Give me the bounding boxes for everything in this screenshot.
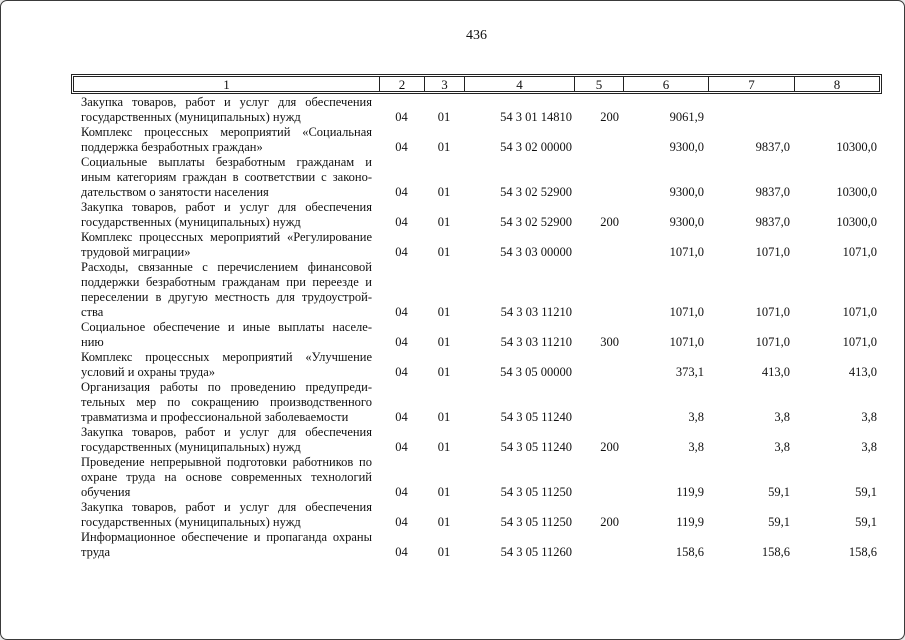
description-line: труда xyxy=(81,545,111,559)
cell-amount-year2: 9837,0 xyxy=(755,140,790,154)
description-line: Закупка товаров, работ и услуг для обеспечения xyxy=(81,425,372,439)
description-line: Комплекс процессных мероприятий «Улучшение xyxy=(81,350,372,364)
description-line: Организация работы по проведению предупреди- xyxy=(81,380,372,394)
cell-amount-year1: 1071,0 xyxy=(669,335,704,349)
description-line: иным категориям граждан в соответствии с законо- xyxy=(81,170,372,184)
cell-amount-year3: 1071,0 xyxy=(842,335,877,349)
row-description xyxy=(73,95,379,125)
cell-target-code: 54 3 03 11210 xyxy=(500,335,572,349)
cell-razdel: 04 xyxy=(395,110,408,124)
cell-razdel: 04 xyxy=(395,365,408,379)
description-line: нию xyxy=(81,335,104,349)
description-line: дательством о занятости населения xyxy=(81,185,269,199)
cell-amount-year3: 3,8 xyxy=(861,410,877,424)
header-cell-5: 5 xyxy=(574,76,624,92)
cell-razdel: 04 xyxy=(395,485,408,499)
cell-podrazdel: 01 xyxy=(437,140,451,154)
cell-razdel: 04 xyxy=(395,140,408,154)
cell-razdel: 04 xyxy=(395,335,408,349)
cell-amount-year1: 119,9 xyxy=(676,485,704,499)
description-line: Комплекс процессных мероприятий «Социальная xyxy=(81,125,372,139)
cell-razdel: 04 xyxy=(395,410,408,424)
cell-podrazdel: 01 xyxy=(437,485,451,499)
cell-expense-type: 200 xyxy=(600,215,619,229)
page-number: 436 xyxy=(466,28,487,43)
description-line: Информационное обеспечение и пропаганда охраны xyxy=(81,530,372,544)
cell-amount-year2: 1071,0 xyxy=(755,245,790,259)
table-row xyxy=(73,380,879,425)
table-row xyxy=(73,530,879,560)
row-description xyxy=(73,260,379,320)
cell-amount-year2: 3,8 xyxy=(774,440,790,454)
cell-target-code: 54 3 05 11250 xyxy=(500,485,572,499)
cell-amount-year1: 373,1 xyxy=(675,365,704,379)
row-description xyxy=(73,530,379,560)
table-row xyxy=(73,230,879,260)
table-row xyxy=(73,320,879,350)
cell-amount-year2: 9837,0 xyxy=(755,185,790,199)
cell-amount-year3: 59,1 xyxy=(855,485,877,499)
cell-amount-year1: 3,8 xyxy=(688,440,704,454)
cell-target-code: 54 3 01 14810 xyxy=(500,110,572,124)
description-line: Социальные выплаты безработным гражданам и xyxy=(81,155,372,169)
table-row xyxy=(73,425,879,455)
description-line: Социальное обеспечение и иные выплаты населе- xyxy=(81,320,372,334)
cell-razdel: 04 xyxy=(395,440,408,454)
row-description xyxy=(73,380,379,425)
cell-podrazdel: 01 xyxy=(437,365,451,379)
row-description xyxy=(73,425,379,455)
cell-amount-year2: 59,1 xyxy=(768,515,790,529)
cell-podrazdel: 01 xyxy=(437,185,451,199)
table-row xyxy=(73,155,879,200)
cell-amount-year3: 3,8 xyxy=(861,440,877,454)
cell-podrazdel: 01 xyxy=(437,440,451,454)
cell-amount-year3: 10300,0 xyxy=(836,215,877,229)
description-line: обучения xyxy=(81,485,131,499)
description-line: государственных (муниципальных) нужд xyxy=(81,515,301,529)
cell-amount-year3: 413,0 xyxy=(848,365,877,379)
cell-target-code: 54 3 02 00000 xyxy=(500,140,572,154)
description-line: тельных мер по сокращению производственного xyxy=(81,395,372,409)
table-row xyxy=(73,500,879,530)
cell-podrazdel: 01 xyxy=(437,335,451,349)
description-line: поддержки безработным гражданам при переезде и xyxy=(81,275,372,289)
cell-target-code: 54 3 03 00000 xyxy=(500,245,572,259)
cell-razdel: 04 xyxy=(395,215,408,229)
cell-razdel: 04 xyxy=(395,245,408,259)
header-cell-7: 7 xyxy=(708,76,795,92)
budget-table xyxy=(71,74,882,560)
cell-expense-type: 300 xyxy=(600,335,619,349)
description-line: охране труда на основе современных технологий xyxy=(81,470,372,484)
cell-amount-year1: 3,8 xyxy=(688,410,704,424)
header-cell-3: 3 xyxy=(424,76,465,92)
header-cell-8: 8 xyxy=(794,76,880,92)
row-description xyxy=(73,230,379,260)
header-cell-6: 6 xyxy=(623,76,709,92)
header-cell-1: 1 xyxy=(73,76,380,92)
description-line: условий и охраны труда» xyxy=(81,365,216,379)
cell-amount-year1: 9061,9 xyxy=(669,110,704,124)
cell-target-code: 54 3 02 52900 xyxy=(500,215,572,229)
row-description xyxy=(73,455,379,500)
cell-amount-year3: 10300,0 xyxy=(836,140,877,154)
row-description xyxy=(73,500,379,530)
description-line: ства xyxy=(81,305,104,319)
description-line: трудовой миграции» xyxy=(81,245,191,259)
cell-target-code: 54 3 05 11250 xyxy=(500,515,572,529)
cell-amount-year3: 1071,0 xyxy=(842,245,877,259)
description-line: Расходы, связанные с перечислением финансовой xyxy=(81,260,372,274)
cell-podrazdel: 01 xyxy=(437,410,451,424)
cell-amount-year1: 1071,0 xyxy=(669,245,704,259)
row-description xyxy=(73,125,379,155)
cell-amount-year1: 158,6 xyxy=(675,545,704,559)
description-line: травматизма и профессиональной заболеваемости xyxy=(81,410,349,424)
description-line: Проведение непрерывной подготовки работников по xyxy=(81,455,372,469)
cell-amount-year1: 9300,0 xyxy=(669,215,704,229)
cell-amount-year3: 1071,0 xyxy=(842,305,877,319)
table-row xyxy=(73,350,879,380)
cell-amount-year3: 158,6 xyxy=(848,545,877,559)
description-line: Закупка товаров, работ и услуг для обеспечения xyxy=(81,200,372,214)
cell-razdel: 04 xyxy=(395,515,408,529)
cell-podrazdel: 01 xyxy=(437,215,451,229)
cell-podrazdel: 01 xyxy=(437,110,451,124)
cell-target-code: 54 3 05 11240 xyxy=(500,410,572,424)
description-line: Комплекс процессных мероприятий «Регулирование xyxy=(81,230,372,244)
table-body xyxy=(71,95,879,560)
cell-expense-type: 200 xyxy=(600,110,619,124)
cell-expense-type: 200 xyxy=(600,515,619,529)
table-header-row xyxy=(71,74,882,94)
cell-razdel: 04 xyxy=(395,545,408,559)
cell-amount-year1: 119,9 xyxy=(676,515,704,529)
cell-razdel: 04 xyxy=(395,185,408,199)
description-line: поддержка безработных граждан» xyxy=(81,140,263,154)
table-row xyxy=(73,125,879,155)
cell-amount-year3: 59,1 xyxy=(855,515,877,529)
header-cell-2: 2 xyxy=(379,76,425,92)
cell-target-code: 54 3 05 11240 xyxy=(500,440,572,454)
cell-target-code: 54 3 05 00000 xyxy=(500,365,572,379)
description-line: государственных (муниципальных) нужд xyxy=(81,215,301,229)
cell-amount-year3: 10300,0 xyxy=(836,185,877,199)
row-description xyxy=(73,320,379,350)
table-row xyxy=(73,455,879,500)
cell-target-code: 54 3 02 52900 xyxy=(500,185,572,199)
cell-expense-type: 200 xyxy=(600,440,619,454)
table-row xyxy=(73,95,879,125)
cell-podrazdel: 01 xyxy=(437,545,451,559)
description-line: государственных (муниципальных) нужд xyxy=(81,440,301,454)
table-row xyxy=(73,260,879,320)
cell-target-code: 54 3 03 11210 xyxy=(500,305,572,319)
row-description xyxy=(73,200,379,230)
cell-podrazdel: 01 xyxy=(437,245,451,259)
cell-razdel: 04 xyxy=(395,305,408,319)
cell-amount-year2: 3,8 xyxy=(774,410,790,424)
cell-amount-year2: 413,0 xyxy=(761,365,790,379)
description-line: Закупка товаров, работ и услуг для обеспечения xyxy=(81,500,372,514)
cell-podrazdel: 01 xyxy=(437,515,451,529)
cell-amount-year2: 1071,0 xyxy=(755,305,790,319)
cell-amount-year2: 1071,0 xyxy=(755,335,790,349)
cell-amount-year2: 9837,0 xyxy=(755,215,790,229)
description-line: государственных (муниципальных) нужд xyxy=(81,110,301,124)
cell-amount-year1: 1071,0 xyxy=(669,305,704,319)
description-line: переселении в другую местность для трудоустрой- xyxy=(81,290,372,304)
table-row xyxy=(73,200,879,230)
cell-podrazdel: 01 xyxy=(437,305,451,319)
cell-amount-year1: 9300,0 xyxy=(669,140,704,154)
description-line: Закупка товаров, работ и услуг для обеспечения xyxy=(81,95,372,109)
cell-amount-year2: 158,6 xyxy=(761,545,790,559)
cell-amount-year2: 59,1 xyxy=(768,485,790,499)
row-description xyxy=(73,350,379,380)
cell-target-code: 54 3 05 11260 xyxy=(500,545,572,559)
header-cell-4: 4 xyxy=(464,76,575,92)
cell-amount-year1: 9300,0 xyxy=(669,185,704,199)
row-description xyxy=(73,155,379,200)
